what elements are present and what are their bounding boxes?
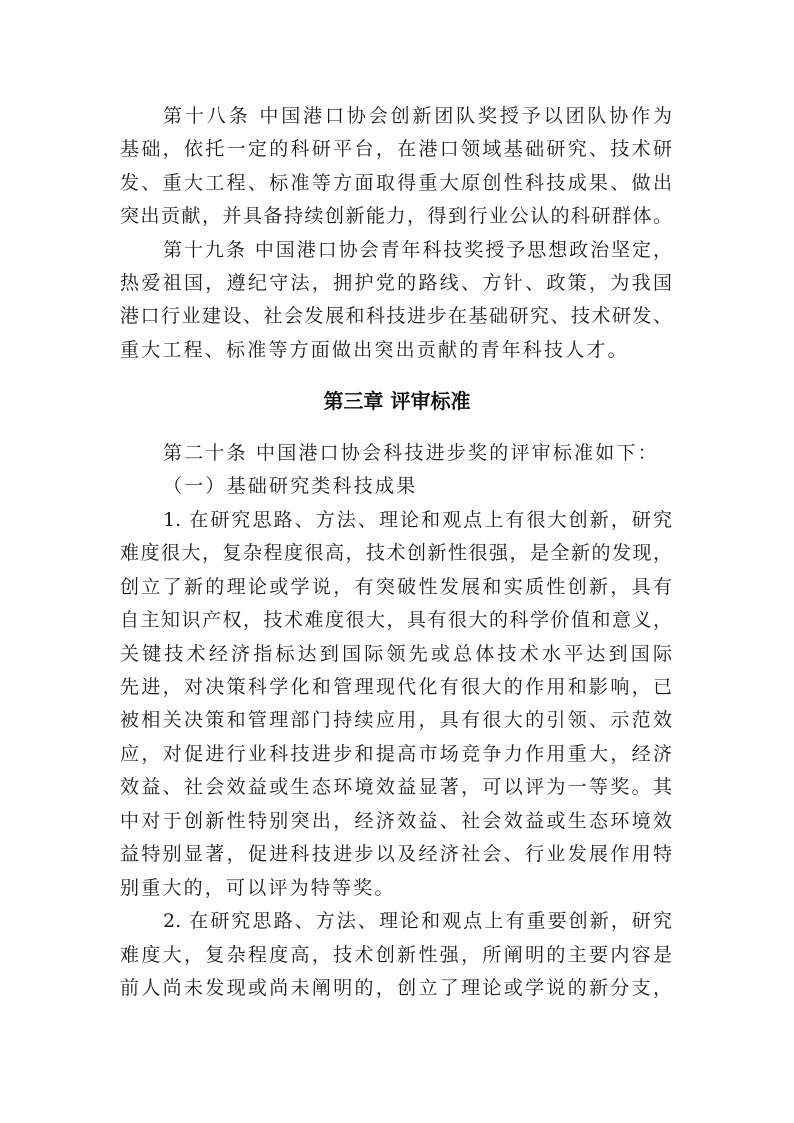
article19-line-1: 第十九条 中国港口协会青年科技奖授予思想政治坚定， [163, 239, 672, 261]
article19-line-3: 港口行业建设、社会发展和科技进步在基础研究、技术研发、 [120, 305, 672, 327]
article18-line-4: 突出贡献，并具备持续创新能力，得到行业公认的科研群体。 [120, 205, 672, 227]
item2-line-3: 前人尚未发现或尚未阐明的，创立了理论或学说的新分支， [120, 977, 672, 999]
item2-line-2: 难度大，复杂程度高，技术创新性强，所阐明的主要内容是 [120, 944, 672, 966]
item1-line-9: 效益、社会效益或生态环境效益显著，可以评为一等奖。其 [120, 776, 672, 798]
item2-line-1: 2. 在研究思路、方法、理论和观点上有重要创新，研究 [163, 910, 672, 932]
category-basic-research: （一）基础研究类科技成果 [163, 475, 418, 497]
article18-line-1: 第十八条 中国港口协会创新团队奖授予以团队协作为 [163, 105, 672, 127]
item1-line-3: 创立了新的理论或学说，有突破性发展和实质性创新，具有 [120, 576, 672, 598]
item1-line-12: 别重大的，可以评为特等奖。 [120, 877, 396, 899]
article19-line-4: 重大工程、标准等方面做出突出贡献的青年科技人才。 [120, 339, 629, 361]
item1-line-6: 先进，对决策科学化和管理现代化有很大的作用和影响，已 [120, 676, 672, 698]
item1-line-4: 自主知识产权，技术难度很大，具有很大的科学价值和意义， [120, 609, 672, 631]
item1-line-10: 中对于创新性特别突出，经济效益、社会效益或生态环境效 [120, 810, 672, 832]
item1-line-8: 应，对促进行业科技进步和提高市场竞争力作用重大，经济 [120, 743, 672, 765]
item1-line-1: 1. 在研究思路、方法、理论和观点上有很大创新，研究 [163, 509, 672, 531]
item1-line-7: 被相关决策和管理部门持续应用，具有很大的引领、示范效 [120, 709, 672, 731]
article18-line-2: 基础，依托一定的科研平台，在港口领域基础研究、技术研 [120, 138, 672, 160]
chapter-heading: 第三章 评审标准 [323, 389, 471, 413]
item1-line-5: 关键技术经济指标达到国际领先或总体技术水平达到国际 [120, 643, 672, 665]
item1-line-11: 益特别显著，促进科技进步以及经济社会、行业发展作用特 [120, 843, 672, 865]
article18-line-3: 发、重大工程、标准等方面取得重大原创性科技成果、做出 [120, 172, 672, 194]
item1-line-2: 难度很大，复杂程度很高，技术创新性很强，是全新的发现， [120, 542, 672, 564]
article20-intro: 第二十条 中国港口协会科技进步奖的评审标准如下： [163, 442, 659, 464]
article19-line-2: 热爱祖国，遵纪守法，拥护党的路线、方针、政策，为我国 [120, 272, 672, 294]
